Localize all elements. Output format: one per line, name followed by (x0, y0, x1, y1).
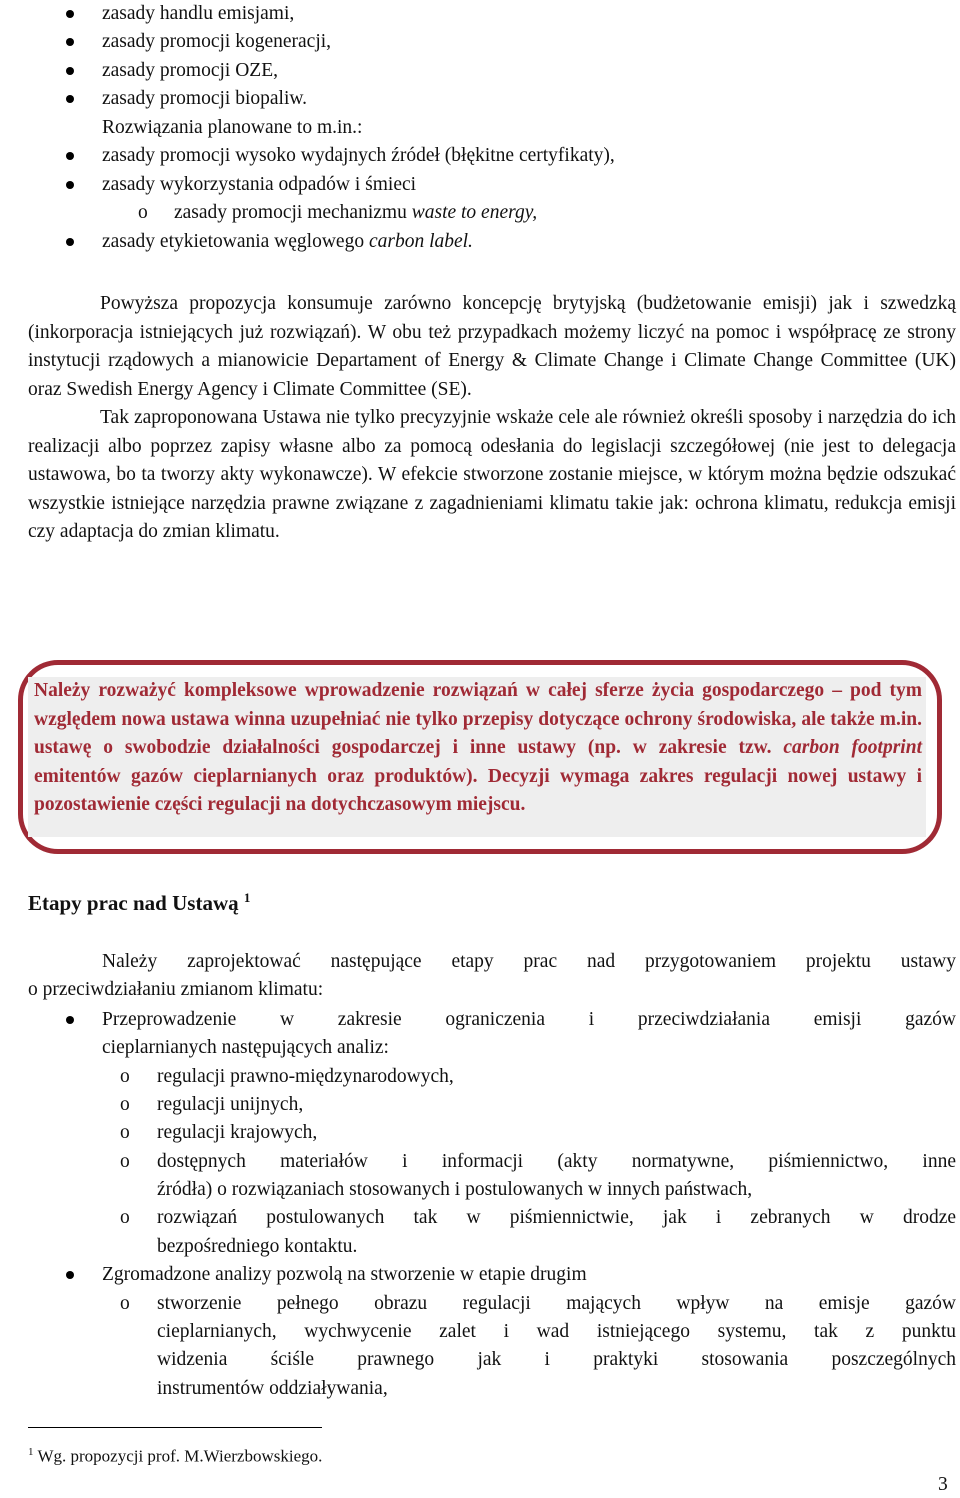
list-item: zasady promocji kogeneracji, (102, 31, 332, 52)
bullet-icon (66, 10, 74, 18)
paragraph: Powyższa propozycja konsumuje zarówno koncepcję brytyjską (budżetowanie emisji) jak i szwedzką (inkorporacja istniejących już rozwiązań). W obu też przypadkach możemy liczyć na pomoc i współpracę ze strony instytucji rządowych a mianowicie Departament of Energy & Climate Change i Climate Change Committee (UK) oraz Swedish Energy Agency i Climate Committee (SE). (28, 293, 956, 400)
footnote-divider (28, 1427, 322, 1428)
sub-bullet-marker: o (138, 202, 148, 223)
sub-list-item: regulacji krajowych, (157, 1122, 318, 1143)
list-item-continuation: cieplarnianych następujących analiz: (102, 1037, 389, 1058)
list-item: zasady handlu emisjami, (102, 3, 295, 24)
bullet-icon (66, 1271, 74, 1279)
bullet-icon (66, 67, 74, 75)
sub-bullet-marker: o (120, 1094, 130, 1115)
sub-list-item-continuation: źródła) o rozwiązaniach stosowanych i postulowanych w innych państwach, (157, 1179, 753, 1200)
callout-text: Należy rozważyć kompleksowe wprowadzenie rozwiązań w całej sferze życia gospodarczego – pod tym względem nowa ustawa winna uzupełniać nie tylko przepisy dotyczące ochrony środowiska, ale także m.in. ustawę o swobodzie działalności gospodarczej i inne ustawy (np. w zakresie tzw. carbon footprint emitentów gazów cieplarnianych oraz produktów). Decyzji wymaga zakres regulacji nowej ustawy i pozostawienie części regulacji na dotychczasowym miejscu. (34, 680, 922, 815)
list-item: zasady wykorzystania odpadów i śmieci (102, 174, 417, 195)
list-item: zasady promocji OZE, (102, 60, 278, 81)
sub-list-item: regulacji unijnych, (157, 1094, 304, 1115)
bullet-icon (66, 238, 74, 246)
list-item: Zgromadzone analizy pozwolą na stworzenie w etapie drugim (102, 1264, 587, 1285)
list-item: zasady promocji wysoko wydajnych źródeł (błękitne certyfikaty), (102, 145, 615, 166)
sub-bullet-marker: o (120, 1207, 130, 1228)
bullet-icon (66, 38, 74, 46)
sub-list-item-continuation: widzenia ściśle prawnego jak i praktyki stosowania poszczególnych (157, 1349, 956, 1370)
sub-bullet-marker: o (120, 1293, 130, 1314)
bullet-icon (66, 95, 74, 103)
sub-list-item-continuation: instrumentów oddziaływania, (157, 1378, 388, 1399)
list-item: zasady etykietowania węglowego carbon label. (102, 231, 473, 252)
list-item: zasady promocji biopaliw. (102, 88, 308, 109)
sub-list-item-continuation: cieplarnianych, wychwycenie zalet i wad istniejącego systemu, tak z punktu (157, 1321, 956, 1342)
list-item: Przeprowadzenie w zakresie ograniczenia i przeciwdziałania emisji gazów (102, 1009, 956, 1030)
sub-list-item: rozwiązań postulowanych tak w piśmiennictwie, jak i zebranych w drodze (157, 1207, 956, 1228)
page-number: 3 (938, 1474, 948, 1495)
footnote: $^1$ Wg. propozycji prof. M.Wierzbowskiego. (28, 1446, 323, 1466)
body-paragraphs (28, 290, 956, 547)
paragraph: Tak zaproponowana Ustawa nie tylko precyzyjnie wskaże cele ale również określi sposoby i narzędzia do ich realizacji albo poprzez zapisy własne albo za pomocą odesłania do legislacji szczegółowej (nie jest to delegacja ustawowa, bo ta tworzy akty wykonawcze). W efekcie stworzone zostanie miejsce, w którym można będzie odszukać wszystkie istniejące narzędzia prawne związane z zagadnieniami klimatu takie jak: ochrona klimatu, redukcja emisji czy adaptacja do zmian klimatu. (28, 407, 956, 542)
section-heading: Etapy prac nad Ustawą $^1$ (28, 890, 251, 915)
callout-box (28, 677, 926, 837)
sub-bullet-marker: o (120, 1151, 130, 1172)
sub-list-item: zasady promocji mechanizmu waste to energy, (174, 202, 538, 223)
sub-bullet-marker: o (120, 1122, 130, 1143)
sub-list-item-continuation: bezpośredniego kontaktu. (157, 1236, 358, 1257)
intro-line: o przeciwdziałaniu zmianom klimatu: (28, 979, 324, 1000)
bullet-icon (66, 152, 74, 160)
sub-list-item: stworzenie pełnego obrazu regulacji mających wpływ na emisje gazów (157, 1293, 956, 1314)
bullet-icon (66, 1016, 74, 1024)
bullet-icon (66, 181, 74, 189)
sub-list-item: regulacji prawno-międzynarodowych, (157, 1066, 454, 1087)
planned-label: Rozwiązania planowane to m.in.: (102, 117, 363, 138)
sub-bullet-marker: o (120, 1066, 130, 1087)
sub-list-item: dostępnych materiałów i informacji (akty normatywne, piśmiennictwo, inne (157, 1151, 956, 1172)
intro-line: Należy zaprojektować następujące etapy prac nad przygotowaniem projektu ustawy (102, 951, 956, 972)
